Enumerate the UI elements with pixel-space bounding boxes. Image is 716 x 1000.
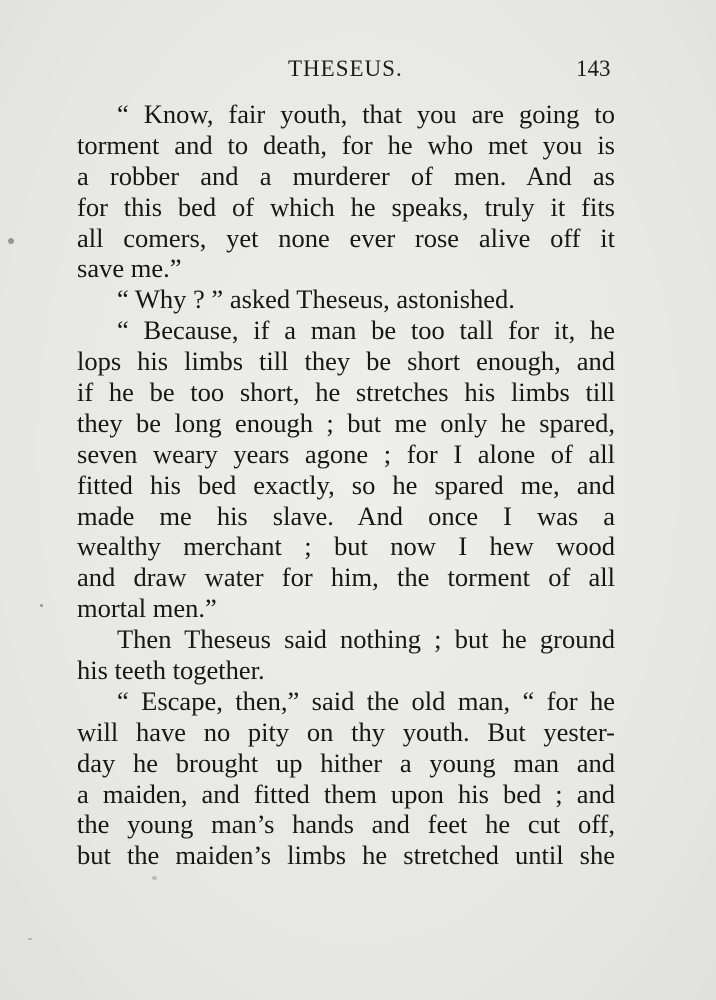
text-line: torment and to death, for he who met you is [77, 129, 615, 160]
body-text [77, 99, 615, 871]
text-line: a maiden, and fitted them upon his bed ; and [77, 778, 615, 809]
text-line: “ Why ? ” asked Theseus, astonished. [117, 284, 515, 315]
paper-speck [152, 876, 157, 880]
text-line: they be long enough ; but me only he spared, [77, 407, 615, 438]
text-line: day he brought up hither a young man and [77, 747, 615, 778]
paper-speck [40, 604, 43, 607]
page-number: 143 [576, 56, 611, 81]
text-line: “ Because, if a man be too tall for it, he [117, 315, 615, 346]
text-line: if he be too short, he stretches his limbs till [77, 377, 615, 408]
text-line: for this bed of which he speaks, truly it fits [77, 191, 615, 222]
text-line: Then Theseus said nothing ; but he ground [117, 624, 615, 655]
text-line: lops his limbs till they be short enough, and [77, 346, 615, 377]
text-line: his teeth together. [77, 655, 265, 686]
text-line: save me.” [77, 253, 182, 284]
paper-speck [8, 238, 14, 244]
text-line: seven weary years agone ; for I alone of all [77, 438, 615, 469]
text-line: “ Know, fair youth, that you are going to [117, 99, 615, 129]
paper-speck [28, 938, 32, 940]
text-line: and draw water for him, the torment of all [77, 562, 615, 593]
text-line: “ Escape, then,” said the old man, “ for he [117, 685, 615, 716]
text-line: will have no pity on thy youth. But yester- [77, 716, 615, 747]
text-line: a robber and a murderer of men. And as [77, 160, 615, 191]
text-line: the young man’s hands and feet he cut off, [77, 809, 615, 840]
text-line: mortal men.” [77, 593, 217, 624]
text-line: wealthy merchant ; but now I hew wood [77, 531, 615, 562]
text-line: fitted his bed exactly, so he spared me, and [77, 469, 615, 500]
text-line: made me his slave. And once I was a [77, 500, 615, 531]
running-head [0, 52, 716, 88]
running-title: THESEUS. [288, 56, 403, 81]
text-line: all comers, yet none ever rose alive off it [77, 222, 615, 253]
text-line: but the maiden’s limbs he stretched until she [77, 840, 615, 871]
